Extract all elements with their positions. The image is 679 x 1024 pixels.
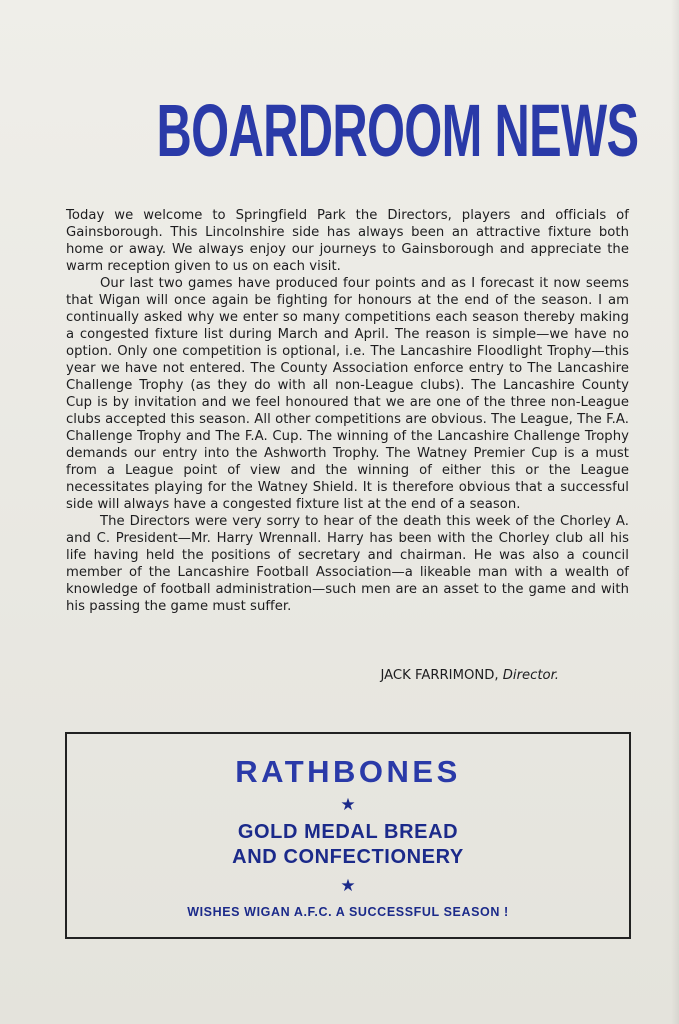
advert-heading: RATHBONES (235, 754, 461, 789)
page-edge-shadow (671, 0, 679, 1024)
article-paragraph-2: Our last two games have produced four points and as I forecast it now seems that Wigan will once again be fighting for honours at the end of the season. I am continually asked why we enter so many competitions each season thereby making a congested fixture list during March and April. The reason is simple—we have no option. Only one competition is optional, i.e. The Lancashire Floodlight Trophy—this year we have not entered. The County Association enforce entry to The Lancashire Challenge Trophy (as they do with all non-League clubs). The Lancashire County Cup is by invitation and we feel honoured that we are one of the three non-League clubs accepted this season. All other competitions are obvious. The League, The F.A. Challenge Trophy and The F.A. Cup. The winning of the Lancashire Challenge Trophy demands our entry into the Ashworth Trophy. The Watney Premier Cup is a must from a League point of view and the winning of either this or the League necessitates playing for the Watney Shield. It is therefore obvious that a successful side will always have a congested fixture list at the end of a season. (66, 276, 629, 512)
advert-tagline: WISHES WIGAN A.F.C. A SUCCESSFUL SEASON ! (187, 905, 509, 919)
page-title: BOARDROOM NEWS (156, 89, 639, 172)
rathbones-advert (65, 732, 631, 939)
article-paragraph-3: The Directors were very sorry to hear of the death this week of the Chorley A. and C. President—Mr. Harry Wrennall. Harry has been with the Chorley club all his life having held the positions of secretary and chairman. He was also a council member of the Lancashire Football Association—a likeable man with a wealth of knowledge of football administration—such men are an asset to the game and with his passing the game must suffer. (66, 514, 629, 614)
star-icon: ★ (340, 795, 356, 815)
star-icon: ★ (340, 876, 356, 896)
advert-line-1: GOLD MEDAL BREAD (237, 821, 459, 843)
article-paragraph-1: Today we welcome to Springfield Park the Directors, players and officials of Gainsborough. This Lincolnshire side has always been an attractive fixture both home or away. We always enjoy our journeys to Gainsborough and appreciate the warm reception given to us on each visit. (66, 208, 629, 274)
article-signature (66, 667, 559, 684)
signature-title: Director. (502, 668, 559, 683)
advert-line-2: AND CONFECTIONERY (232, 846, 464, 868)
article-body (66, 207, 629, 615)
signature-name: JACK FARRIMOND, (380, 668, 499, 683)
